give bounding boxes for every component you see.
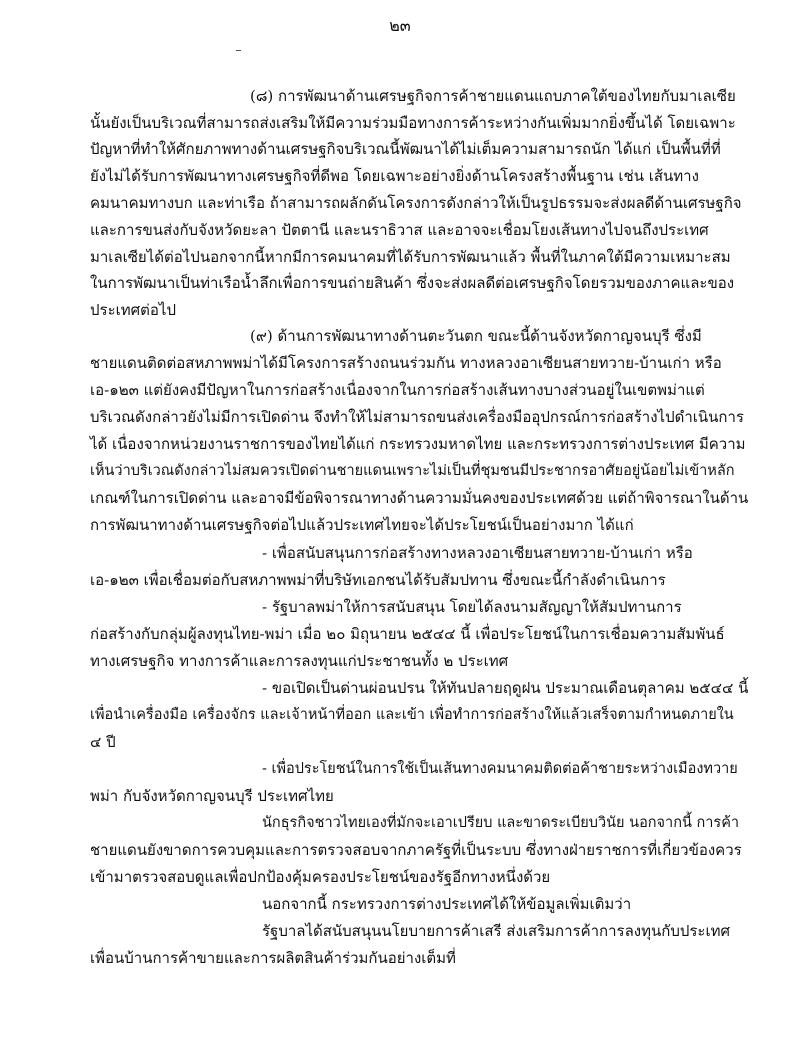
paragraph-line: นั้นยังเป็นบริเวณที่สามารถส่งเสริมให้มีความร่วมมือทางการค้าระหว่างกันเพิ่มมากยิ่งขึ้นได้ โดยเฉพาะ <box>90 114 736 132</box>
paragraph-line: เข้ามาตรวจสอบดูแลเพื่อปกป้องคุ้มครองประโยชน์ของรัฐอีกทางหนึ่งด้วย <box>90 868 551 886</box>
paragraph-line: และการขนส่งกับจังหวัดยะลา ปัตตานี และนราธิวาส และอาจจะเชื่อมโยงเส้นทางไปจนถึงประเทศ <box>90 221 709 239</box>
bullet-line: - เพื่อประโยชน์ในการใช้เป็นเส้นทางคมนาคมติดต่อค้าชายระหว่างเมืองทวาย <box>262 761 738 777</box>
paragraph-line: นักธุรกิจชาวไทยเองที่มักจะเอาเปรียบ และขาดระเบียบวินัย นอกจากนี้ การค้า <box>262 815 740 831</box>
paragraph-line: ทางเศรษฐกิจ ทางการค้าและการลงทุนแก่ประชาชนทั้ง ๒ ประเทศ <box>90 652 509 670</box>
paragraph-line: นอกจากนี้ กระทรวงการต่างประเทศได้ให้ข้อมูลเพิ่มเติมว่า <box>262 895 632 913</box>
bullet-line: - ขอเปิดเป็นด่านผ่อนปรน ให้ทันปลายฤดูฝน ประมาณเดือนตุลาคม ๒๕๔๔ นี้ <box>262 679 749 697</box>
paragraph-line: (๘) การพัฒนาด้านเศรษฐกิจการค้าชายแดนแถบภาคใต้ของไทยกับมาเลเซีย <box>250 87 736 105</box>
paragraph-line: (๙) ด้านการพัฒนาทางด้านตะวันตก ขณะนี้ด้านจังหวัดกาญจนบุรี ซึ่งมี <box>250 327 702 345</box>
page-number: ๒๓ <box>389 16 411 35</box>
scan-speck <box>236 50 241 51</box>
bullet-line: - เพื่อสนับสนุนการก่อสร้างทางหลวงอาเซียนสายทวาย-บ้านเก่า หรือ <box>262 544 693 562</box>
paragraph-line: ชายแดนยังขาดการควบคุมและการตรวจสอบจากภาครัฐที่เป็นระบบ ซึ่งทางฝ่ายราชการที่เกี่ยวข้องควร <box>90 841 742 859</box>
paragraph-line: คมนาคมทางบก และท่าเรือ ถ้าสามารถผลักดันโครงการดังกล่าวให้เป็นรูปธรรมจะส่งผลดีด้านเศรษฐกิจ <box>90 194 742 212</box>
paragraph-line: ก่อสร้างกับกลุ่มผู้ลงทุนไทย-พม่า เมื่อ ๒๐ มิถุนายน ๒๕๔๔ นี้ เพื่อประโยชน์ในการเชื่อมความสัมพันธ์ <box>90 625 725 643</box>
paragraph-line: การพัฒนาทางด้านเศรษฐกิจต่อไปแล้วประเทศไทยจะได้ประโยชน์เป็นอย่างมาก ได้แก่ <box>90 516 634 534</box>
paragraph-line: ในการพัฒนาเป็นท่าเรือน้ำลึกเพื่อการขนถ่ายสินค้า ซึ่งจะส่งผลดีต่อเศรษฐกิจโดยรวมของภาคและของ <box>90 274 735 292</box>
bullet-line: - รัฐบาลพม่าให้การสนับสนุน โดยได้ลงนามสัญญาให้สัมปทานการ <box>262 598 682 616</box>
paragraph-line: ประเทศต่อไป <box>90 301 176 319</box>
paragraph-line: เห็นว่าบริเวณดังกล่าวไม่สมควรเปิดด่านชายแดนเพราะไม่เป็นที่ชุมชนมีประชากรอาศัยอยู่น้อยไม่เข้าหลัก <box>90 463 735 479</box>
paragraph-line: รัฐบาลได้สนับสนุนนโยบายการค้าเสรี ส่งเสริมการค้าการลงทุนกับประเทศ <box>262 922 731 940</box>
paragraph-line: มาเลเซียได้ต่อไปนอกจากนี้หากมีการคมนาคมที่ได้รับการพัฒนาแล้ว พื้นที่ในภาคใต้มีความเหมาะสม <box>90 248 731 266</box>
paragraph-line: เอ-๑๒๓ เพื่อเชื่อมต่อกับสหภาพพม่าที่บริษัทเอกชนได้รับสัมปทาน ซึ่งขณะนี้กำลังดำเนินการ <box>90 571 666 589</box>
paragraph-line: ได้ เนื่องจากหน่วยงานราชการของไทยได้แก่ กระทรวงมหาดไทย และกระทรวงการต่างประเทศ มีความ <box>90 435 746 453</box>
paragraph-line: ๔ ปี <box>90 733 116 751</box>
paragraph-line: เพื่อนบ้านการค้าขายและการผลิตสินค้าร่วมกันอย่างเต็มที่ <box>90 949 456 967</box>
paragraph-line: ปัญหาที่ทำให้ศักยภาพทางด้านเศรษฐกิจบริเวณนี้พัฒนาได้ไม่เต็มความสามารถนัก ได้แก่ เป็นพื้นที่ที่ <box>90 140 721 158</box>
paragraph-line: เพื่อนำเครื่องมือ เครื่องจักร และเจ้าหน้าที่ออก และเข้า เพื่อทำการก่อสร้างให้แล้วเสร็จตามกำหนดภายใน <box>90 707 734 723</box>
paragraph-line: พม่า กับจังหวัดกาญจนบุรี ประเทศไทย <box>90 787 334 805</box>
paragraph-line: เอ-๑๒๓ แต่ยังคงมีปัญหาในการก่อสร้างเนื่องจากในการก่อสร้างเส้นทางบางส่วนอยู่ในเขตพม่าแต่ <box>90 381 705 399</box>
paragraph-line: เกณฑ์ในการเปิดด่าน และอาจมีข้อพิจารณาทางด้านความมั่นคงของประเทศด้วย แต่ถ้าพิจารณาในด้าน <box>90 489 749 507</box>
paragraph-line: ยังไม่ได้รับการพัฒนาทางเศรษฐกิจที่ดีพอ โดยเฉพาะอย่างยิ่งด้านโครงสร้างพื้นฐาน เช่น เส้นทาง <box>90 167 699 185</box>
paragraph-line: ชายแดนติดต่อสหภาพพม่าได้มีโครงการสร้างถนนร่วมกัน ทางหลวงอาเซียนสายทวาย-บ้านเก่า หรือ <box>90 354 722 372</box>
paragraph-line: บริเวณดังกล่าวยังไม่มีการเปิดด่าน จึงทำให้ไม่สามารถขนส่งเครื่องมืออุปกรณ์การก่อสร้างไปดำเนินการ <box>90 408 744 426</box>
